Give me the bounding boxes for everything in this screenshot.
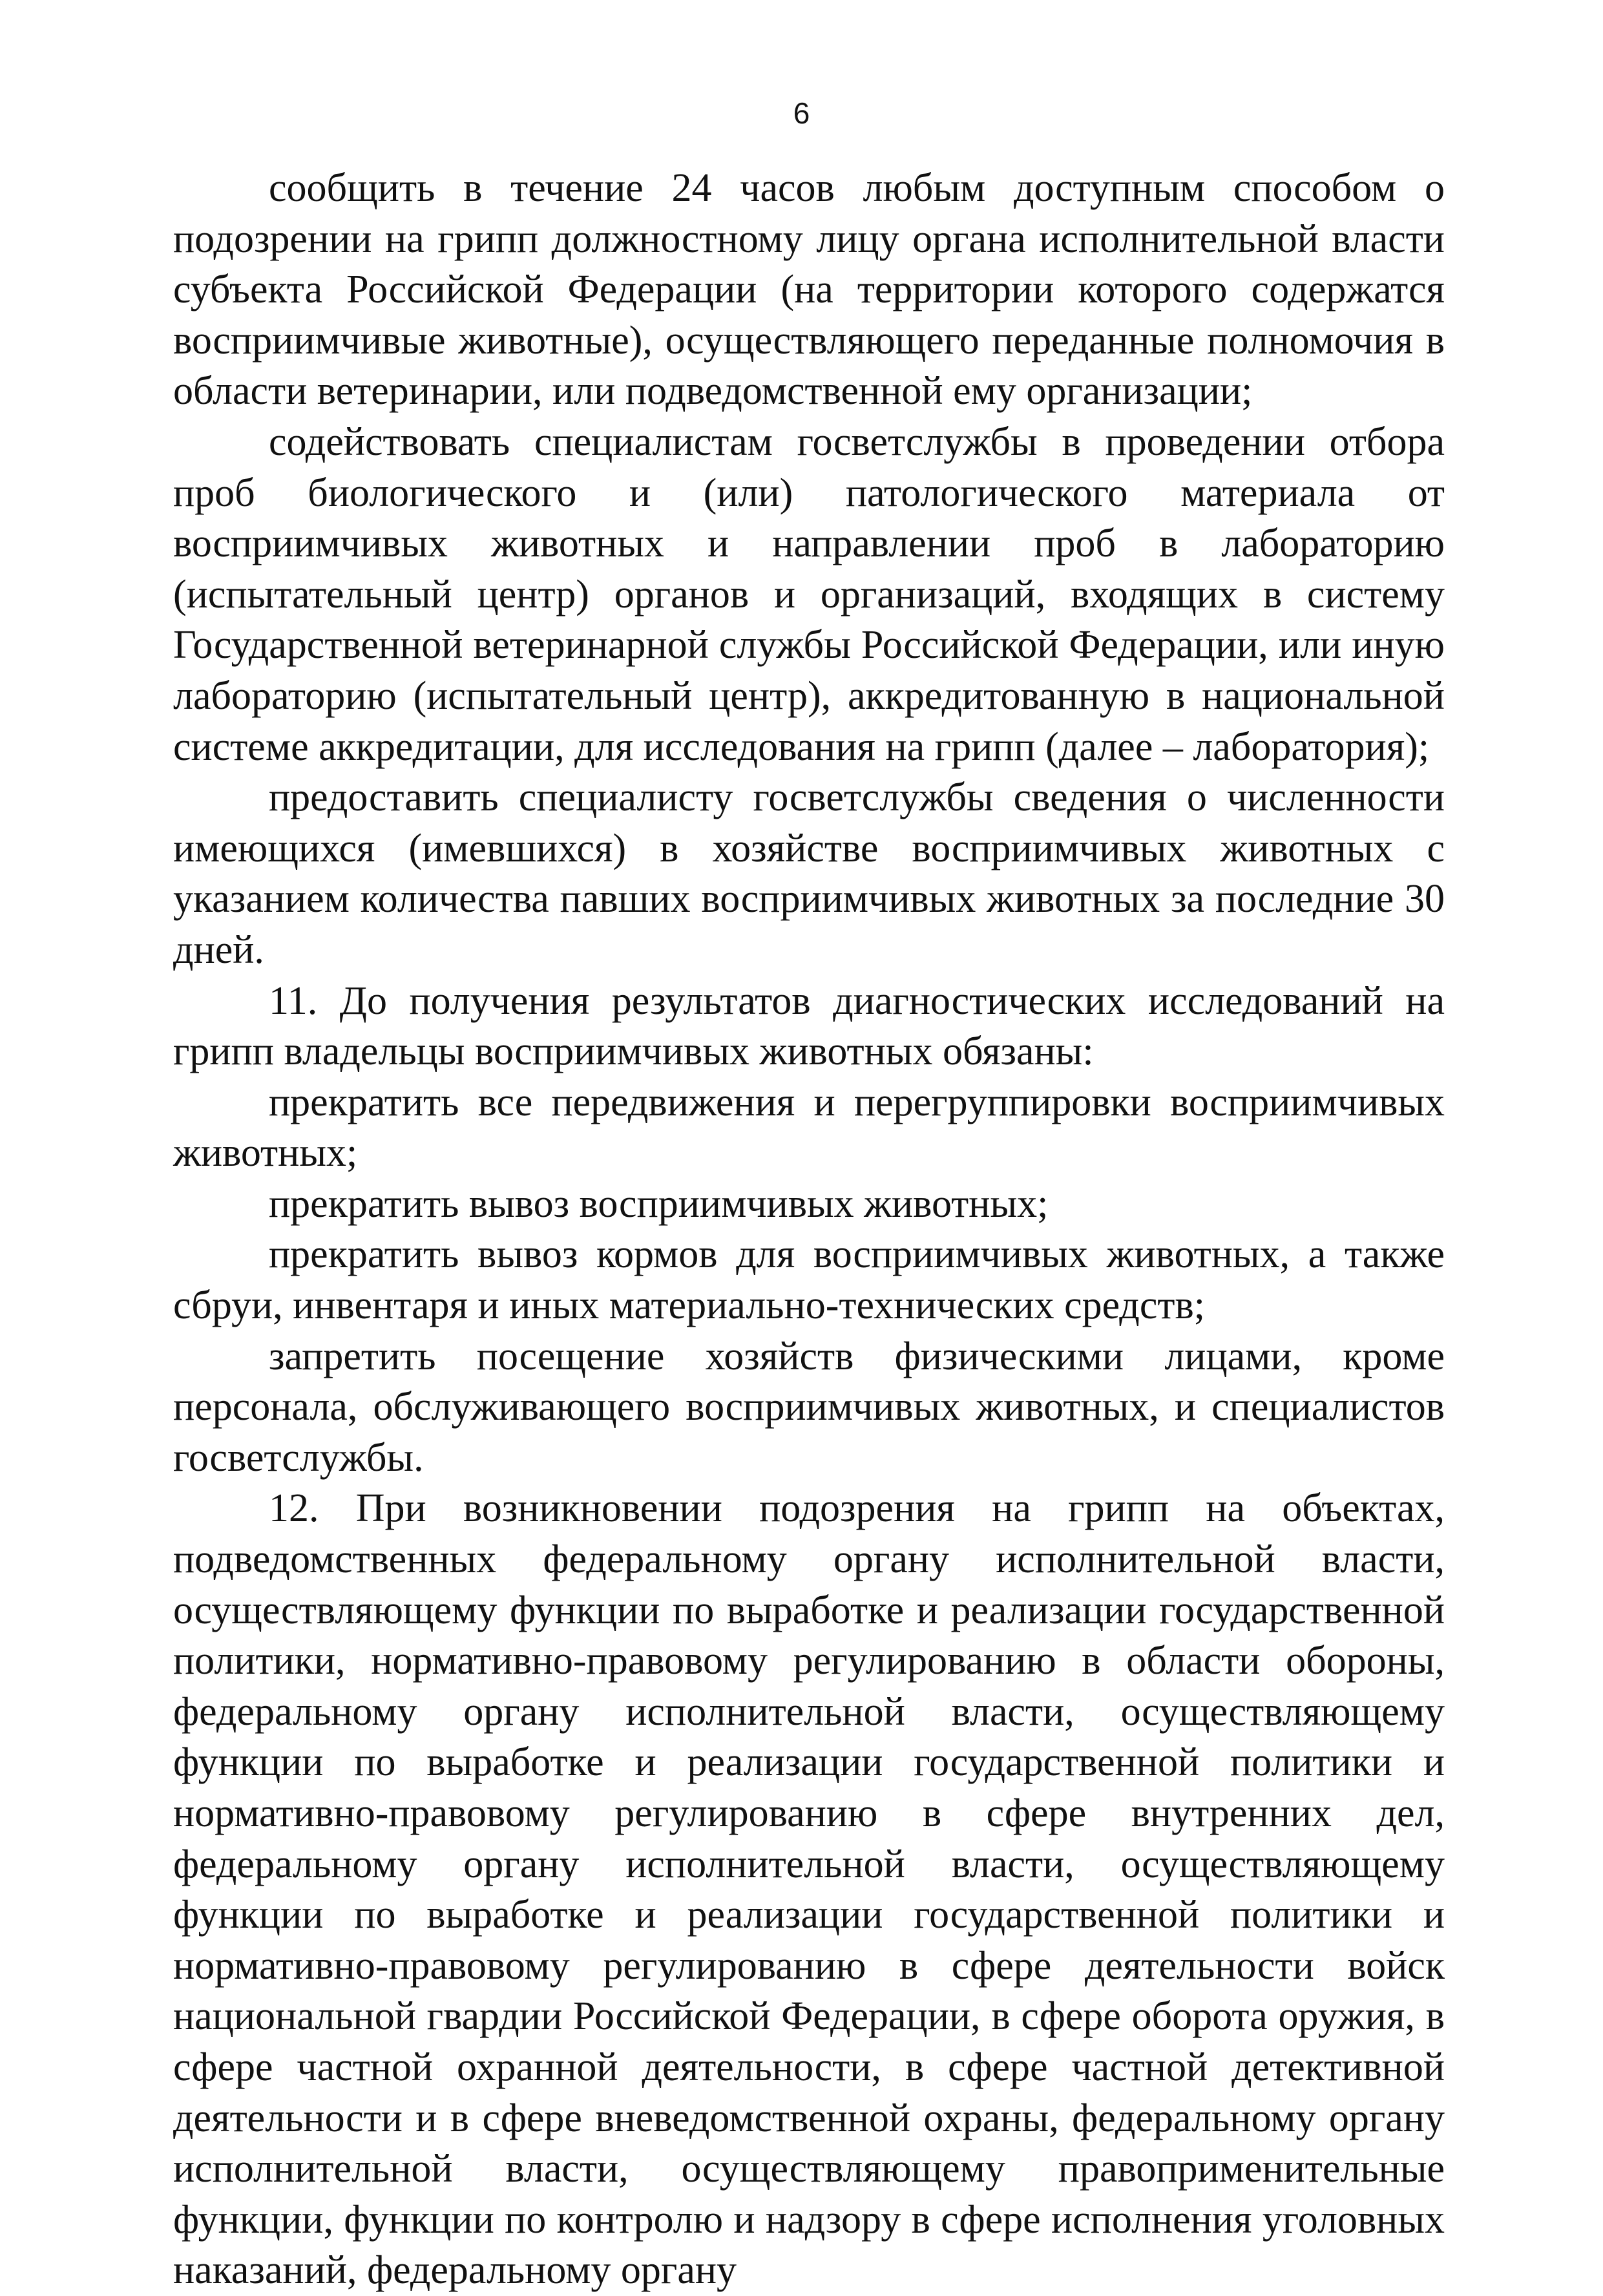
paragraph-assist-sampling: содействовать специалистам госветслужбы в проведении отбора проб биологического и (или) патологического материала от восприимчивых животных и направлении проб в лабораторию (испытательный центр) органов и организаций, входящих в систему Государственной ветеринарной службы Российской Федерации, или иную лабораторию (испытательный центр), аккредитованную в национальной системе аккредитации, для исследования на грипп (далее – лаборатория); xyxy=(173,419,1445,769)
page-number: 6 xyxy=(793,96,810,130)
paragraph-item-12: 12. При возникновении подозрения на грипп на объектах, подведомственных федеральному органу исполнительной власти, осуществляющему функции по выработке и реализации государственной политики, нормативно-правовому регулированию в области обороны, федеральному органу исполнительной власти, осуществляющему функции по выработке и реализации государственной политики и нормативно-правовому регулированию в сфере внутренних дел, федеральному органу исполнительной власти, осуществляющему функции по выработке и реализации государственной политики и нормативно-правовому регулированию в сфере деятельности войск национальной гвардии Российской Федерации, в сфере оборота оружия, в сфере частной охранной деятельности, в сфере частной детективной деятельности и в сфере вневедомственной охраны, федеральному органу исполнительной власти, осуществляющему правоприменительные функции, функции по контролю и надзору в сфере исполнения уголовных наказаний, федеральному органу xyxy=(173,1486,1445,2293)
paragraph-stop-export-animals: прекратить вывоз восприимчивых животных; xyxy=(269,1181,1049,1226)
paragraph-stop-export-feed: прекратить вывоз кормов для восприимчивых животных, а также сбруи, инвентаря и иных материально-технических средств; xyxy=(173,1232,1445,1328)
paragraph-item-11: 11. До получения результатов диагностических исследований на грипп владельцы восприимчивых животных обязаны: xyxy=(173,978,1445,1074)
document-body xyxy=(173,163,1445,2296)
paragraph-stop-movements: прекратить все передвижения и перегруппировки восприимчивых животных; xyxy=(173,1080,1445,1175)
paragraph-report-suspicion: сообщить в течение 24 часов любым доступным способом о подозрении на грипп должностному лицу органа исполнительной власти субъекта Российской Федерации (на территории которого содержатся восприимчивые животные), осуществляющего переданные полномочия в области ветеринарии, или подведомственной ему организации; xyxy=(173,166,1445,414)
paragraph-prohibit-visits: запретить посещение хозяйств физическими лицами, кроме персонала, обслуживающего восприимчивых животных, и специалистов госветслужбы. xyxy=(173,1334,1445,1480)
paragraph-provide-information: предоставить специалисту госветслужбы сведения о численности имеющихся (имевшихся) в хозяйстве восприимчивых животных с указанием количества павших восприимчивых животных за последние 30 дней. xyxy=(173,775,1445,972)
